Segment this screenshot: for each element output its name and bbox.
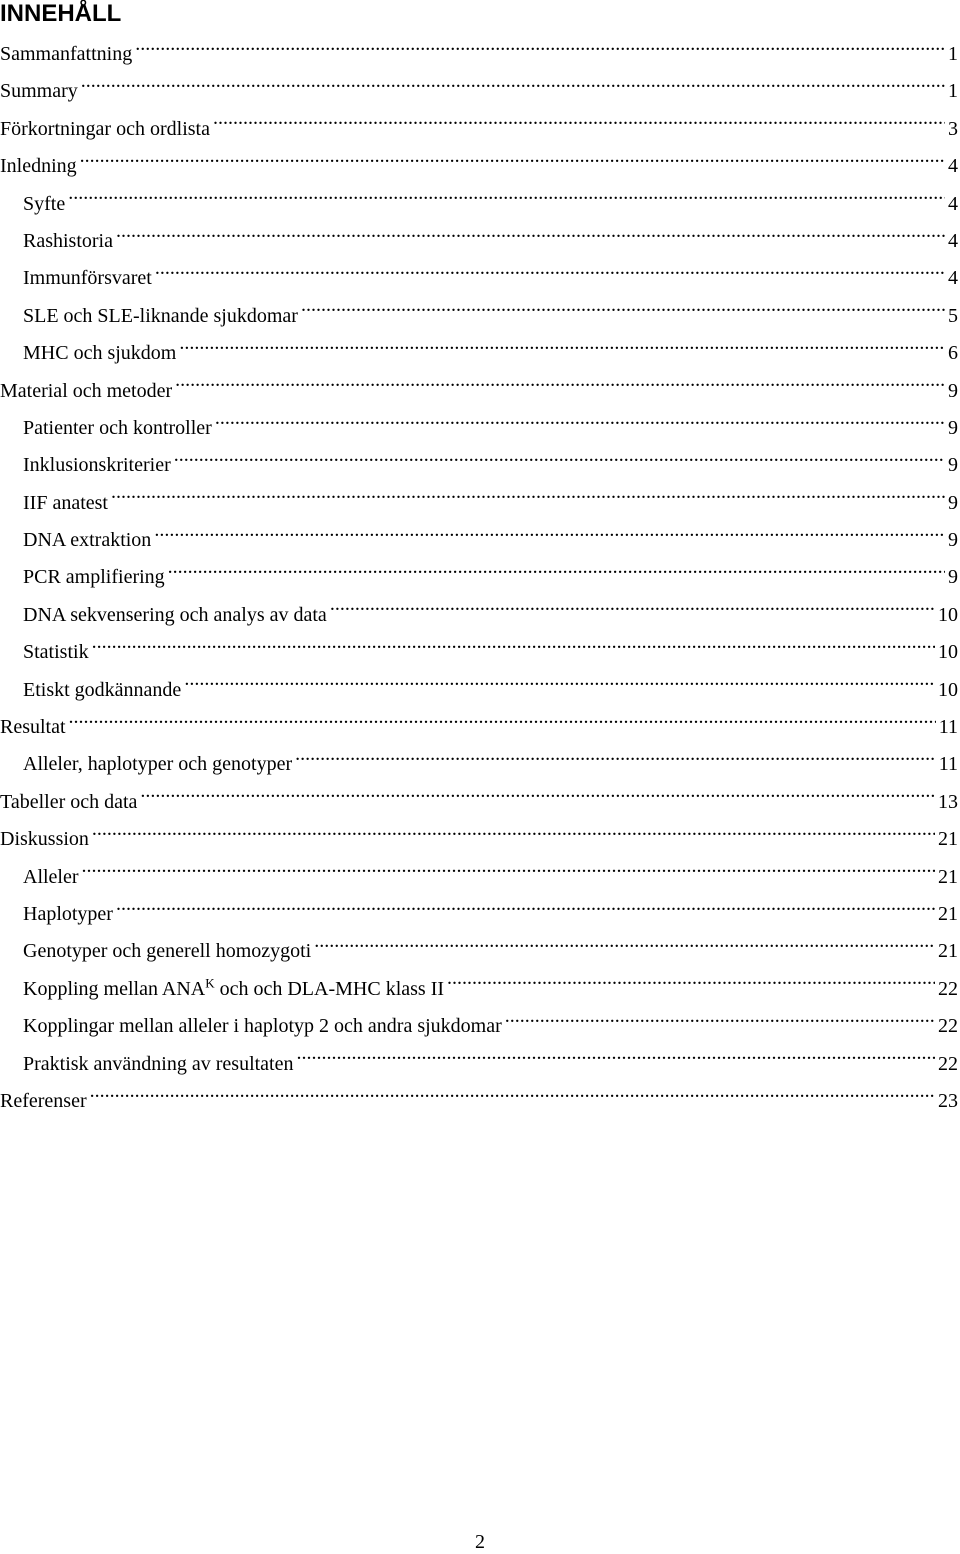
toc-entry[interactable] <box>0 746 958 783</box>
toc-entry-page: 9 <box>948 454 958 477</box>
dot-leader <box>174 451 945 471</box>
toc-entry-label: Praktisk användning av resultaten <box>23 1052 294 1075</box>
toc-entry-page: 4 <box>948 155 958 178</box>
toc-entry-label: Genotyper och generell homozygoti <box>23 940 312 963</box>
toc-entry-page: 9 <box>948 379 958 402</box>
toc-entry-page: 9 <box>948 566 958 589</box>
toc-entry-label: Alleler, haplotyper och genotyper <box>23 753 293 776</box>
toc-entry-page: 1 <box>948 43 958 65</box>
dot-leader <box>80 152 945 172</box>
toc-entry-label: Inledning <box>0 155 77 178</box>
toc-entry-page: 21 <box>938 902 958 925</box>
toc-entry[interactable] <box>0 485 958 522</box>
dot-leader <box>111 489 945 509</box>
page-number: 2 <box>475 1531 485 1553</box>
dot-leader <box>154 526 945 546</box>
toc-entry-label: Kopplingar mellan alleler i haplotyp 2 och andra sjukdomar <box>23 1015 502 1038</box>
toc-entry[interactable] <box>0 36 958 73</box>
toc-entry[interactable] <box>0 1008 958 1045</box>
toc-entry[interactable] <box>0 784 958 821</box>
toc-entry-page: 22 <box>938 977 958 1000</box>
toc-entry-label: DNA extraktion <box>23 529 152 552</box>
toc-entry-label: IIF anatest <box>23 491 108 514</box>
dot-leader <box>92 825 935 845</box>
toc-entry-label: Sammanfattning <box>0 43 133 65</box>
toc-entry[interactable] <box>0 73 958 110</box>
toc-entry-page: 23 <box>938 1089 958 1112</box>
toc-entry-page: 6 <box>948 342 958 365</box>
toc-entry[interactable] <box>0 896 958 933</box>
toc-entry-label: Patienter och kontroller <box>23 416 212 439</box>
dot-leader <box>213 115 945 135</box>
toc-entry[interactable] <box>0 1046 958 1083</box>
toc-entry-label: Haplotyper <box>23 902 113 925</box>
dot-leader <box>314 937 935 957</box>
toc-entry-page: 1 <box>948 80 958 103</box>
toc-entry[interactable] <box>0 522 958 559</box>
toc-entry[interactable] <box>0 410 958 447</box>
toc-entry-page: 4 <box>948 192 958 215</box>
toc-entry-page: 9 <box>948 529 958 552</box>
toc-entry-label: Förkortningar och ordlista <box>0 117 210 140</box>
toc-entry-label: Alleler <box>23 865 79 888</box>
dot-leader <box>505 1012 935 1032</box>
toc-entry-page: 4 <box>948 267 958 290</box>
dot-leader <box>68 190 945 210</box>
toc-entry-page: 21 <box>938 828 958 851</box>
toc-entry[interactable] <box>0 634 958 671</box>
toc-entry[interactable] <box>0 260 958 297</box>
page-title: INNEHÅLL <box>0 0 122 27</box>
toc-entry-page: 10 <box>938 678 958 701</box>
superscript: K <box>205 975 215 991</box>
toc-entry-label: Rashistoria <box>23 229 113 252</box>
toc-entry-label: Koppling mellan $ANA^K$ och och DLA-MHC klass II <box>23 975 445 1000</box>
toc-entry-label: DNA sekvensering och analys av data <box>23 603 327 626</box>
toc-entry-page: 11 <box>938 716 958 739</box>
toc-entry[interactable] <box>0 821 958 858</box>
toc-entry-label: Tabeller och data <box>0 790 138 813</box>
dot-leader <box>116 227 945 247</box>
toc-entry-label: MHC och sjukdom <box>23 342 177 365</box>
toc-entry-label: Immunförsvaret <box>23 267 152 290</box>
dot-leader <box>140 788 935 808</box>
dot-leader <box>168 563 945 583</box>
dot-leader <box>175 377 945 397</box>
toc-entry-page: 21 <box>938 865 958 888</box>
toc-entry[interactable] <box>0 709 958 746</box>
toc-entry-page: 3 <box>948 117 958 140</box>
dot-leader <box>135 40 945 60</box>
dot-leader <box>81 77 945 97</box>
dot-leader <box>330 601 935 621</box>
toc-entry-page: 10 <box>938 641 958 664</box>
toc-entry-label: Resultat <box>0 716 66 739</box>
toc-entry-page: 9 <box>948 416 958 439</box>
toc-entry-page: 22 <box>938 1015 958 1038</box>
toc-entry-label: Statistik <box>23 641 89 664</box>
toc-entry[interactable] <box>0 597 958 634</box>
toc-entry[interactable] <box>0 186 958 223</box>
dot-leader <box>116 900 935 920</box>
toc-entry-label: Syfte <box>23 192 66 215</box>
toc-entry-page: 21 <box>938 940 958 963</box>
dot-leader <box>82 863 935 883</box>
toc-entry[interactable] <box>0 335 958 372</box>
toc-entry-page: 11 <box>938 753 958 776</box>
dot-leader <box>179 339 945 359</box>
toc-entry-page: 13 <box>938 790 958 813</box>
toc-entry[interactable] <box>0 447 958 484</box>
dot-leader <box>297 1050 936 1070</box>
toc-entry[interactable] <box>0 859 958 896</box>
toc-entry[interactable] <box>0 298 958 335</box>
toc-entry-label: Referenser <box>0 1089 87 1112</box>
dot-leader <box>301 302 945 322</box>
toc-entry-page: 10 <box>938 603 958 626</box>
dot-leader <box>90 1087 935 1107</box>
dot-leader <box>92 638 935 658</box>
toc-entry[interactable] <box>0 672 958 709</box>
toc-entry[interactable] <box>0 373 958 410</box>
toc-entry-label: PCR amplifiering <box>23 566 165 589</box>
toc-entry-label: Etiskt godkännande <box>23 678 182 701</box>
toc-entry-label: Summary <box>0 80 78 103</box>
dot-leader <box>69 713 936 733</box>
dot-leader <box>155 264 945 284</box>
toc-entry-label: Diskussion <box>0 828 89 851</box>
toc-entry[interactable] <box>0 148 958 185</box>
dot-leader <box>447 975 935 995</box>
toc-entry[interactable] <box>0 223 958 260</box>
toc-entry[interactable] <box>0 971 958 1008</box>
table-of-contents <box>0 36 958 1120</box>
toc-entry-label: SLE och SLE-liknande sjukdomar <box>23 304 298 327</box>
toc-entry[interactable] <box>0 933 958 970</box>
toc-entry[interactable] <box>0 559 958 596</box>
toc-entry-label: Material och metoder <box>0 379 173 402</box>
toc-entry-page: 22 <box>938 1052 958 1075</box>
toc-entry[interactable] <box>0 1083 958 1120</box>
toc-entry-label: Inklusionskriterier <box>23 454 171 477</box>
toc-entry-page: 9 <box>948 491 958 514</box>
toc-entry-page: 4 <box>948 229 958 252</box>
dot-leader <box>295 750 936 770</box>
toc-entry[interactable] <box>0 111 958 148</box>
dot-leader <box>215 414 945 434</box>
dot-leader <box>184 676 935 696</box>
toc-entry-page: 5 <box>948 304 958 327</box>
